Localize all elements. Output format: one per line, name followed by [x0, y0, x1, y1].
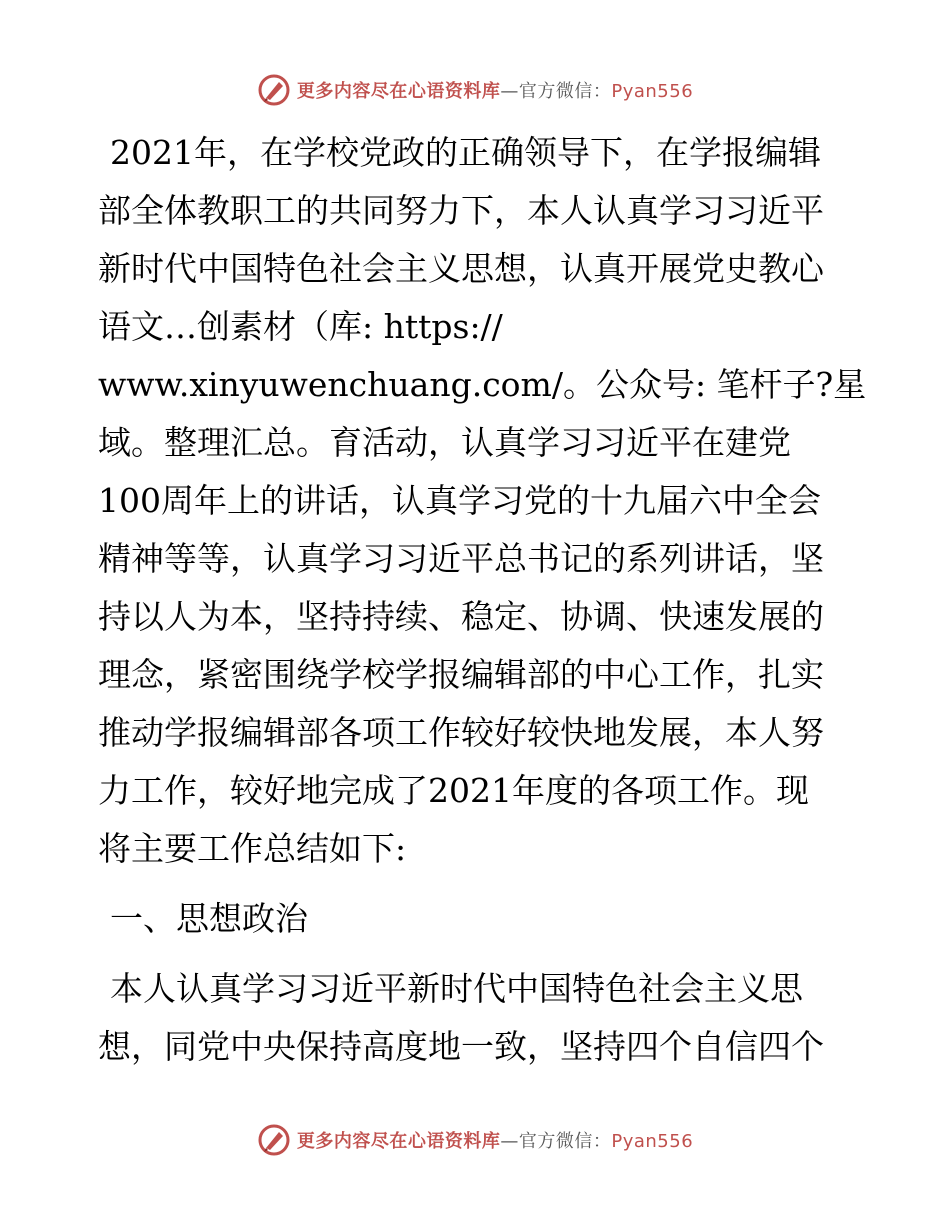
text-line: 域。整理汇总。育活动，认真学习习近平在建党 [98, 423, 791, 462]
section-heading: 一、思想政治 [110, 899, 308, 938]
footer-wechat-id: Pyan556 [611, 1131, 694, 1152]
text-line: www.xinyuwenchuang.com/。公众号: 笔杆子?星 [98, 365, 867, 404]
document-body [98, 124, 867, 1076]
footer-banner-text [297, 1127, 693, 1153]
pen-logo-icon [257, 1123, 291, 1157]
text-line: 100周年上的讲话，认真学习党的十九届六中全会 [98, 481, 821, 520]
text-line: 想，同党中央保持高度地一致，坚持四个自信四个 [98, 1027, 824, 1066]
header-separator: — [500, 81, 519, 102]
header-site-text: 更多内容尽在心语资料库 [296, 81, 501, 102]
header-banner-text [297, 77, 693, 103]
header-official-label: 官方微信： [518, 81, 612, 102]
text-line: 理念，紧密围绕学校学报编辑部的中心工作，扎实 [98, 655, 824, 694]
text-line: 2021年，在学校党政的正确领导下，在学报编辑 [110, 133, 821, 172]
header-banner [0, 70, 950, 110]
pen-logo-icon [257, 73, 291, 107]
header-wechat-id: Pyan556 [611, 81, 694, 102]
text-line: 持以人为本，坚持持续、稳定、协调、快速发展的 [98, 597, 824, 636]
text-line: 新时代中国特色社会主义思想，认真开展党史教心 [98, 249, 824, 288]
text-line: 语文…创素材（库: https:// [98, 307, 503, 346]
text-line: 本人认真学习习近平新时代中国特色社会主义思 [110, 969, 803, 1008]
text-line: 推动学报编辑部各项工作较好较快地发展，本人努 [98, 713, 824, 752]
text-line: 精神等等，认真学习习近平总书记的系列讲话，坚 [98, 539, 824, 578]
text-line: 部全体教职工的共同努力下，本人认真学习习近平 [98, 191, 824, 230]
text-line: 力工作，较好地完成了2021年度的各项工作。现 [98, 771, 809, 810]
footer-site-text: 更多内容尽在心语资料库 [296, 1131, 501, 1152]
text-line: 将主要工作总结如下: [98, 829, 407, 868]
footer-official-label: 官方微信： [518, 1131, 612, 1152]
footer-separator: — [500, 1131, 519, 1152]
footer-banner [0, 1120, 950, 1160]
